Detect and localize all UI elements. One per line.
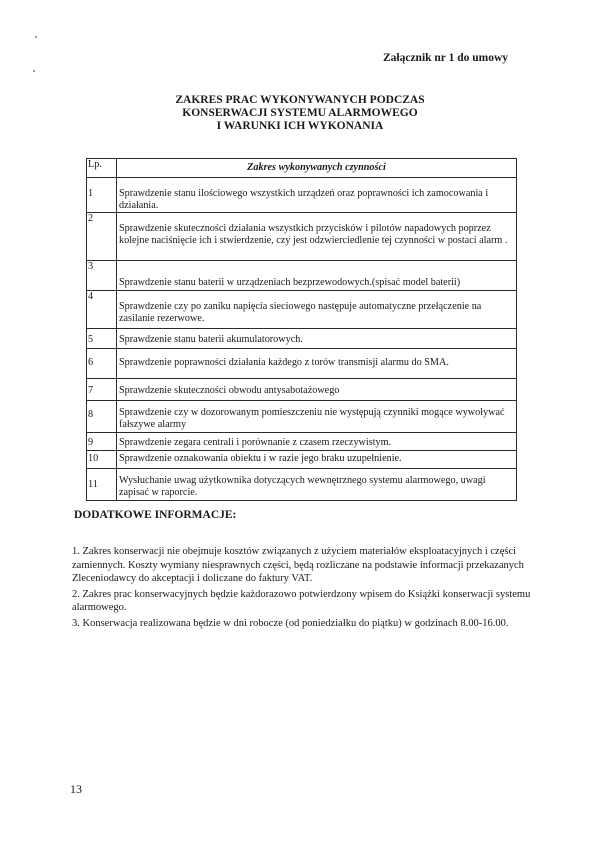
row-number: 5 bbox=[87, 329, 117, 349]
row-number: 1 bbox=[87, 178, 117, 213]
note-item: 3. Konserwacja realizowana będzie w dni robocze (od poniedziałku do piątku) w godzinach 8.00-16.00. bbox=[72, 617, 509, 629]
row-number: 8 bbox=[87, 401, 117, 433]
document-title bbox=[0, 94, 600, 133]
attachment-label: Załącznik nr 1 do umowy bbox=[382, 52, 508, 64]
table-row bbox=[87, 178, 517, 213]
row-description bbox=[117, 178, 517, 213]
row-description bbox=[117, 349, 517, 379]
table-row bbox=[87, 469, 517, 501]
table-row bbox=[87, 433, 517, 451]
table-row bbox=[87, 401, 517, 433]
note-item: 2. Zakres prac konserwacyjnych będzie każdorazowo potwierdzony wpisem do Książki konserwacji systemu alarmowego. bbox=[72, 588, 531, 613]
row-number: 9 bbox=[87, 433, 117, 451]
table-row bbox=[87, 451, 517, 469]
row-number: 11 bbox=[87, 469, 117, 501]
row-text: Sprawdzenie zegara centrali i porównanie z czasem rzeczywistym. bbox=[119, 437, 392, 448]
note-item: 1. Zakres konserwacji nie obejmuje kosztów związanych z użyciem materiałów eksploatacyjnych i części zamiennych. Koszty wymiany niesprawnych części, będą rozliczane na podstawie informacji przekazanych Zleceniodawcy do akceptacji i doliczane do faktury VAT. bbox=[72, 546, 524, 584]
row-description bbox=[117, 379, 517, 401]
row-text: Wysłuchanie uwag użytkownika dotyczących wewnętrznego systemu alarmowego, uwagi zapisać w raporcie. bbox=[119, 475, 486, 498]
row-description bbox=[117, 469, 517, 501]
row-description bbox=[117, 261, 517, 291]
row-text: Sprawdzenie skuteczności obwodu antysabotażowego bbox=[119, 385, 340, 396]
row-text: Sprawdzenie stanu baterii w urządzeniach bezprzewodowych.(spisać model baterii) bbox=[119, 277, 461, 288]
additional-info-heading: DODATKOWE INFORMACJE: bbox=[74, 509, 237, 521]
title-line: ZAKRES PRAC WYKONYWANYCH PODCZAS bbox=[175, 94, 425, 106]
row-text: Sprawdzenie czy w dozorowanym pomieszczeniu nie występują czynniki mogące wywoływać fałszywe alarmy bbox=[119, 407, 505, 430]
table-row bbox=[87, 349, 517, 379]
row-text: Sprawdzenie stanu baterii akumulatorowych. bbox=[119, 334, 303, 345]
table-row bbox=[87, 329, 517, 349]
row-description bbox=[117, 329, 517, 349]
row-description bbox=[117, 451, 517, 469]
scope-table bbox=[86, 158, 517, 501]
row-number: 4 bbox=[87, 291, 117, 329]
column-header-number: Lp. bbox=[87, 159, 117, 178]
additional-info-list bbox=[72, 545, 532, 632]
row-number: 7 bbox=[87, 379, 117, 401]
column-header-scope: Zakres wykonywanych czynności bbox=[117, 159, 517, 178]
table-row bbox=[87, 379, 517, 401]
scan-speck bbox=[33, 70, 35, 72]
row-number: 3 bbox=[87, 261, 117, 291]
title-line: KONSERWACJI SYSTEMU ALARMOWEGO bbox=[182, 107, 418, 119]
row-text: Sprawdzenie poprawności działania każdego z torów transmisji alarmu do SMA. bbox=[119, 357, 449, 368]
table-row bbox=[87, 213, 517, 261]
table-row bbox=[87, 261, 517, 291]
row-number: 2 bbox=[87, 213, 117, 261]
table-row bbox=[87, 291, 517, 329]
title-line: I WARUNKI ICH WYKONANIA bbox=[216, 120, 384, 132]
row-text: Sprawdzenie stanu ilościowego wszystkich urządzeń oraz poprawności ich zamocowania i działania. bbox=[119, 188, 489, 211]
scan-speck bbox=[35, 36, 37, 38]
table-header-row bbox=[87, 159, 517, 178]
row-text: Sprawdzenie czy po zaniku napięcia sieciowego następuje automatyczne przełączenie na zasilanie rezerwowe. bbox=[119, 301, 482, 324]
row-description bbox=[117, 433, 517, 451]
row-description bbox=[117, 213, 517, 261]
row-description bbox=[117, 401, 517, 433]
row-text: Sprawdzenie oznakowania obiektu i w razie jego braku uzupełnienie. bbox=[119, 453, 402, 464]
row-description bbox=[117, 291, 517, 329]
page-number: 13 bbox=[70, 782, 82, 796]
row-text: Sprawdzenie skuteczności działania wszystkich przycisków i pilotów napadowych poprzez kolejne naciśnięcie ich i stwierdzenie, czy jest odzwierciedlenie tej czynności w postaci alarm . bbox=[119, 223, 508, 246]
row-number: 6 bbox=[87, 349, 117, 379]
row-number: 10 bbox=[87, 451, 117, 469]
